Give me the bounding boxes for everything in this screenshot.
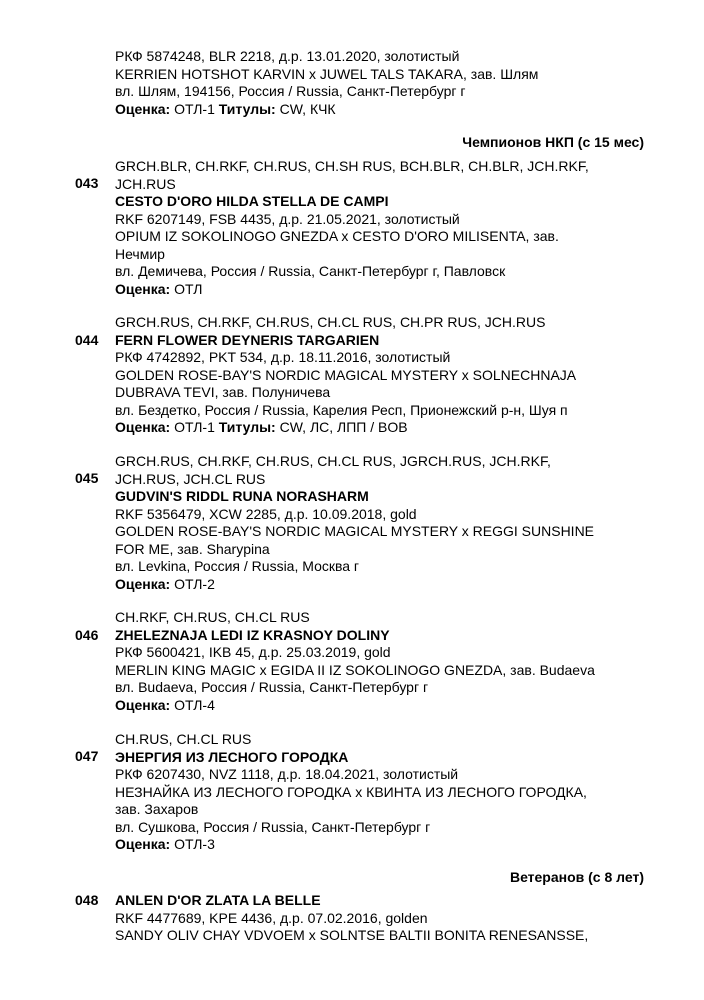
section-heading-veterans: Ветеранов (с 8 лет) bbox=[509, 869, 644, 885]
entry-dog-name: GUDVIN'S RIDDL RUNA NORASHARM bbox=[115, 488, 369, 504]
entry-parents: KERRIEN HOTSHOT KARVIN x JUWEL TALS TAKARA, зав. Шлям bbox=[115, 65, 539, 82]
grade-label: Оценка: bbox=[115, 280, 171, 297]
entry-number: 046 bbox=[75, 627, 99, 643]
entry-044 bbox=[115, 314, 655, 437]
entry-dog-name: ЭНЕРГИЯ ИЗ ЛЕСНОГО ГОРОДКА bbox=[115, 748, 349, 765]
entry-dog-name: CESTO D'ORO HILDA STELLA DE CAMPI bbox=[115, 193, 389, 209]
titles-label: Титулы: bbox=[218, 419, 276, 435]
titles-value: CW, КЧК bbox=[279, 100, 336, 117]
entry-number: 048 bbox=[75, 892, 99, 908]
grade-label: Оценка: bbox=[115, 696, 171, 713]
entry-titles: CH.RKF, CH.RUS, CH.CL RUS bbox=[115, 609, 310, 625]
entry-parents: GOLDEN ROSE-BAY'S NORDIC MAGICAL MYSTERY x REGGI SUNSHINE bbox=[115, 523, 595, 539]
entry-number: 044 bbox=[75, 332, 99, 348]
entry-dog-name: ZHELEZNAJA LEDI IZ KRASNOY DOLINY bbox=[115, 626, 390, 643]
entry-titles: JCH.RUS bbox=[115, 175, 176, 192]
titles-value: CW, ЛС, ЛПП / BOB bbox=[279, 419, 408, 435]
grade-label: Оценка: bbox=[115, 100, 171, 117]
section-heading-champions: Чемпионов НКП (с 15 мес) bbox=[462, 134, 644, 150]
entry-registration: РКФ 6207430, NVZ 1118, д.р. 18.04.2021, золотистый bbox=[115, 766, 459, 782]
entry-grade-line bbox=[115, 101, 655, 119]
entry-parents: OPIUM IZ SOKOLINOGO GNEZDA x CESTO D'ORO MILISENTA, зав. bbox=[115, 228, 559, 244]
entry-parents: зав. Захаров bbox=[115, 801, 199, 817]
entry-parents: MERLIN KING MAGIC x EGIDA II IZ SOKOLINOGO GNEZDA, зав. Budaeva bbox=[115, 661, 595, 678]
entry-045 bbox=[115, 453, 655, 593]
entry-parents: DUBRAVA TEVI, зав. Полуничева bbox=[115, 384, 331, 400]
grade-value: ОТЛ-2 bbox=[174, 575, 215, 592]
grade-label: Оценка: bbox=[115, 836, 171, 852]
entry-number: 045 bbox=[75, 470, 99, 486]
entry-owner: вл. Бездетко, Россия / Russia, Карелия Респ, Прионежский р-н, Шуя п bbox=[115, 401, 568, 418]
entry-owner: вл. Шлям, 194156, Россия / Russia, Санкт-Петербург г bbox=[115, 83, 466, 99]
entry-dog-name: FERN FLOWER DEYNERIS TARGARIEN bbox=[115, 331, 380, 348]
entry-parents: FOR ME, зав. Sharypina bbox=[115, 540, 270, 557]
entry-046 bbox=[115, 609, 655, 714]
entry-grade-line bbox=[115, 419, 655, 437]
entry-parents: GOLDEN ROSE-BAY'S NORDIC MAGICAL MYSTERY x SOLNECHNAJA bbox=[115, 366, 577, 383]
entry-grade-line bbox=[115, 697, 655, 715]
grade-value: ОТЛ-1 bbox=[174, 419, 215, 435]
entry-number: 047 bbox=[75, 748, 99, 764]
entry-top bbox=[115, 48, 655, 118]
entry-registration: RKF 4477689, KPE 4436, д.р. 07.02.2016, golden bbox=[115, 909, 428, 926]
entry-registration: РКФ 5600421, IKB 45, д.р. 25.03.2019, gold bbox=[115, 644, 391, 660]
grade-label: Оценка: bbox=[115, 575, 171, 592]
entry-grade-line bbox=[115, 836, 655, 854]
grade-value: ОТЛ-1 bbox=[174, 100, 215, 117]
entry-043 bbox=[115, 158, 655, 298]
entry-titles: GRCH.BLR, CH.RKF, CH.RUS, CH.SH RUS, BCH.BLR, CH.BLR, JCH.RKF, bbox=[115, 158, 589, 174]
entry-dog-name: ANLEN D'OR ZLATA LA BELLE bbox=[115, 892, 321, 908]
grade-value: ОТЛ-4 bbox=[174, 696, 215, 713]
entry-titles: CH.RUS, CH.CL RUS bbox=[115, 731, 252, 747]
entry-grade-line bbox=[115, 281, 655, 299]
entry-048 bbox=[115, 892, 655, 945]
entry-parents: Нечмир bbox=[115, 245, 165, 262]
entry-owner: вл. Сушкова, Россия / Russia, Санкт-Петербург г bbox=[115, 818, 431, 835]
entry-registration: РКФ 5874248, BLR 2218, д.р. 13.01.2020, золотистый bbox=[115, 48, 460, 64]
entry-registration: РКФ 4742892, PKT 534, д.р. 18.11.2016, золотистый bbox=[115, 349, 451, 365]
grade-value: ОТЛ bbox=[174, 280, 203, 297]
entry-grade-line bbox=[115, 576, 655, 594]
grade-value: ОТЛ-3 bbox=[174, 836, 215, 852]
entry-titles: GRCH.RUS, CH.RKF, CH.RUS, CH.CL RUS, JGRCH.RUS, JCH.RKF, bbox=[115, 453, 551, 469]
entry-owner: вл. Budaeva, Россия / Russia, Санкт-Петербург г bbox=[115, 679, 429, 695]
entry-registration: RKF 5356479, XCW 2285, д.р. 10.09.2018, gold bbox=[115, 505, 417, 522]
entry-parents: НЕЗНАЙКА ИЗ ЛЕСНОГО ГОРОДКА x КВИНТА ИЗ ЛЕСНОГО ГОРОДКА, bbox=[115, 783, 587, 800]
entry-parents: SANDY OLIV CHAY VDVOEM x SOLNTSE BALTII BONITA RENESANSSE, bbox=[115, 927, 589, 943]
grade-label: Оценка: bbox=[115, 419, 171, 435]
entry-registration: RKF 6207149, FSB 4435, д.р. 21.05.2021, золотистый bbox=[115, 210, 460, 227]
entry-047 bbox=[115, 731, 655, 854]
entry-owner: вл. Демичева, Россия / Russia, Санкт-Петербург г, Павловск bbox=[115, 263, 506, 279]
entry-owner: вл. Levkina, Россия / Russia, Москва г bbox=[115, 558, 360, 574]
entry-titles: GRCH.RUS, CH.RKF, CH.RUS, CH.CL RUS, CH.PR RUS, JCH.RUS bbox=[115, 314, 546, 330]
entry-number: 043 bbox=[75, 175, 99, 191]
entry-titles: JCH.RUS, JCH.CL RUS bbox=[115, 470, 266, 487]
titles-label: Титулы: bbox=[218, 100, 276, 117]
